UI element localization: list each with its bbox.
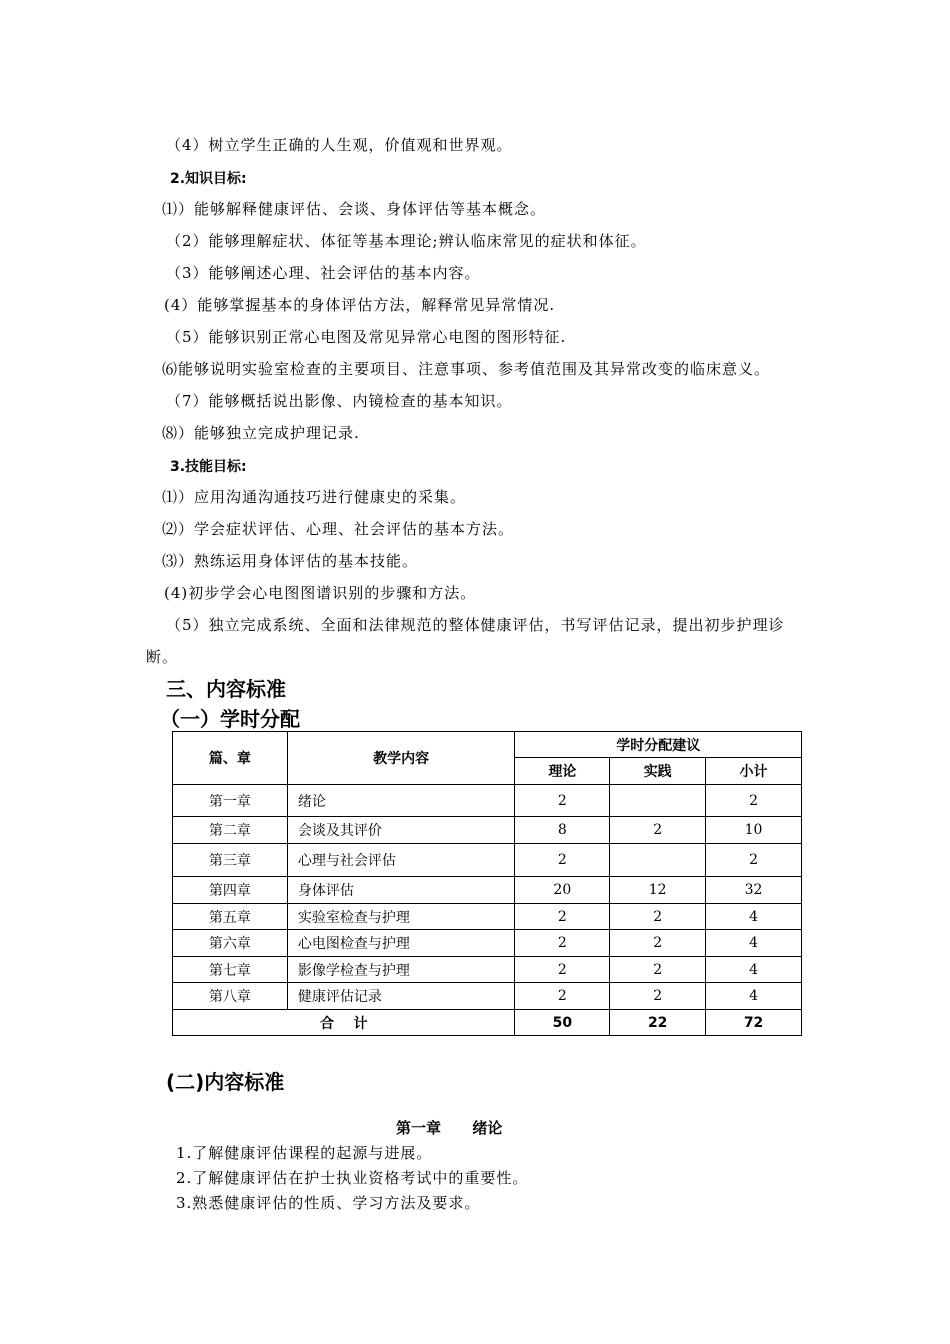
cell-content: 心电图检查与护理 bbox=[287, 930, 515, 957]
cell-chapter: 第四章 bbox=[173, 877, 288, 904]
skills-heading: 3.技能目标: bbox=[170, 459, 247, 475]
header-hours-group: 学时分配建议 bbox=[515, 732, 802, 758]
total-practice: 22 bbox=[610, 1010, 706, 1036]
header-theory: 理论 bbox=[515, 758, 610, 785]
knowledge-item: (4）能够掌握基本的身体评估方法，解释常见异常情况. bbox=[164, 296, 556, 314]
cell-theory: 2 bbox=[515, 785, 610, 817]
cell-theory: 2 bbox=[515, 904, 610, 930]
section3-title: 三、内容标准 bbox=[166, 677, 286, 701]
skills-item: ⑴）应用沟通沟通技巧进行健康史的采集。 bbox=[162, 488, 467, 506]
cell-practice: 2 bbox=[610, 957, 706, 983]
cell-theory: 8 bbox=[515, 817, 610, 844]
knowledge-item: （7）能够概括说出影像、内镜检查的基本知识。 bbox=[166, 392, 513, 410]
cell-subtotal: 2 bbox=[706, 844, 802, 877]
cell-chapter: 第五章 bbox=[173, 904, 288, 930]
cell-practice: 2 bbox=[610, 983, 706, 1010]
cell-practice: 2 bbox=[610, 930, 706, 957]
chapter1-item: 3.熟悉健康评估的性质、学习方法及要求。 bbox=[176, 1194, 481, 1212]
table-row bbox=[173, 877, 802, 904]
knowledge-item: （5）能够识别正常心电图及常见异常心电图的图形特征. bbox=[166, 328, 567, 346]
cell-theory: 2 bbox=[515, 957, 610, 983]
cell-content: 绪论 bbox=[287, 785, 515, 817]
cell-subtotal: 2 bbox=[706, 785, 802, 817]
cell-subtotal: 4 bbox=[706, 983, 802, 1010]
skills-item: 断。 bbox=[146, 648, 179, 666]
skills-item: ⑶）熟练运用身体评估的基本技能。 bbox=[162, 552, 419, 570]
content-standard-title: (二)内容标准 bbox=[166, 1070, 285, 1094]
cell-subtotal: 10 bbox=[706, 817, 802, 844]
cell-content: 健康评估记录 bbox=[287, 983, 515, 1010]
knowledge-item: ⑻）能够独立完成护理记录. bbox=[162, 424, 360, 442]
cell-chapter: 第一章 bbox=[173, 785, 288, 817]
cell-chapter: 第二章 bbox=[173, 817, 288, 844]
cell-theory: 2 bbox=[515, 844, 610, 877]
header-subtotal: 小计 bbox=[706, 758, 802, 785]
cell-theory: 20 bbox=[515, 877, 610, 904]
cell-practice: 2 bbox=[610, 817, 706, 844]
cell-practice bbox=[610, 785, 706, 817]
knowledge-item: （3）能够阐述心理、社会评估的基本内容。 bbox=[166, 264, 481, 282]
knowledge-item: ⑴）能够解释健康评估、会谈、身体评估等基本概念。 bbox=[162, 200, 547, 218]
cell-content: 会谈及其评价 bbox=[287, 817, 515, 844]
cell-theory: 2 bbox=[515, 930, 610, 957]
cell-chapter: 第三章 bbox=[173, 844, 288, 877]
header-content: 教学内容 bbox=[287, 732, 515, 785]
header-practice: 实践 bbox=[610, 758, 706, 785]
cell-subtotal: 4 bbox=[706, 904, 802, 930]
knowledge-item: （2）能够理解症状、体征等基本理论;辨认临床常见的症状和体征。 bbox=[166, 232, 647, 250]
cell-practice: 12 bbox=[610, 877, 706, 904]
cell-subtotal: 4 bbox=[706, 930, 802, 957]
table-row bbox=[173, 785, 802, 817]
table-row bbox=[173, 817, 802, 844]
table-row bbox=[173, 983, 802, 1010]
knowledge-item: ⑹能够说明实验室检查的主要项目、注意事项、参考值范围及其异常改变的临床意义。 bbox=[162, 360, 771, 378]
skills-item: (4)初步学会心电图图谱识别的步骤和方法。 bbox=[164, 584, 477, 602]
table-total-row bbox=[173, 1010, 802, 1036]
table-row bbox=[173, 904, 802, 930]
total-subtotal: 72 bbox=[706, 1010, 802, 1036]
cell-content: 身体评估 bbox=[287, 877, 515, 904]
chapter1-item: 2.了解健康评估在护士执业资格考试中的重要性。 bbox=[176, 1169, 529, 1187]
cell-chapter: 第八章 bbox=[173, 983, 288, 1010]
chapter1-title: 第一章 绪论 bbox=[396, 1119, 503, 1137]
knowledge-heading: 2.知识目标: bbox=[170, 171, 247, 187]
top-line-1: （4）树立学生正确的人生观，价值观和世界观。 bbox=[166, 136, 513, 154]
cell-subtotal: 32 bbox=[706, 877, 802, 904]
cell-practice: 2 bbox=[610, 904, 706, 930]
header-chapter: 篇、章 bbox=[173, 732, 288, 785]
table-row bbox=[173, 957, 802, 983]
cell-practice bbox=[610, 844, 706, 877]
cell-content: 实验室检查与护理 bbox=[287, 904, 515, 930]
hours-table bbox=[172, 731, 802, 1036]
table-row bbox=[173, 844, 802, 877]
table-row bbox=[173, 930, 802, 957]
cell-theory: 2 bbox=[515, 983, 610, 1010]
cell-subtotal: 4 bbox=[706, 957, 802, 983]
cell-chapter: 第七章 bbox=[173, 957, 288, 983]
total-label: 合 计 bbox=[173, 1010, 515, 1036]
chapter1-item: 1.了解健康评估课程的起源与进展。 bbox=[176, 1144, 433, 1162]
total-theory: 50 bbox=[515, 1010, 610, 1036]
skills-item: ⑵）学会症状评估、心理、社会评估的基本方法。 bbox=[162, 520, 515, 538]
cell-content: 影像学检查与护理 bbox=[287, 957, 515, 983]
skills-item: （5）独立完成系统、全面和法律规范的整体健康评估，书写评估记录，提出初步护理诊 bbox=[166, 616, 785, 634]
cell-chapter: 第六章 bbox=[173, 930, 288, 957]
cell-content: 心理与社会评估 bbox=[287, 844, 515, 877]
hours-title: （一）学时分配 bbox=[160, 707, 300, 731]
